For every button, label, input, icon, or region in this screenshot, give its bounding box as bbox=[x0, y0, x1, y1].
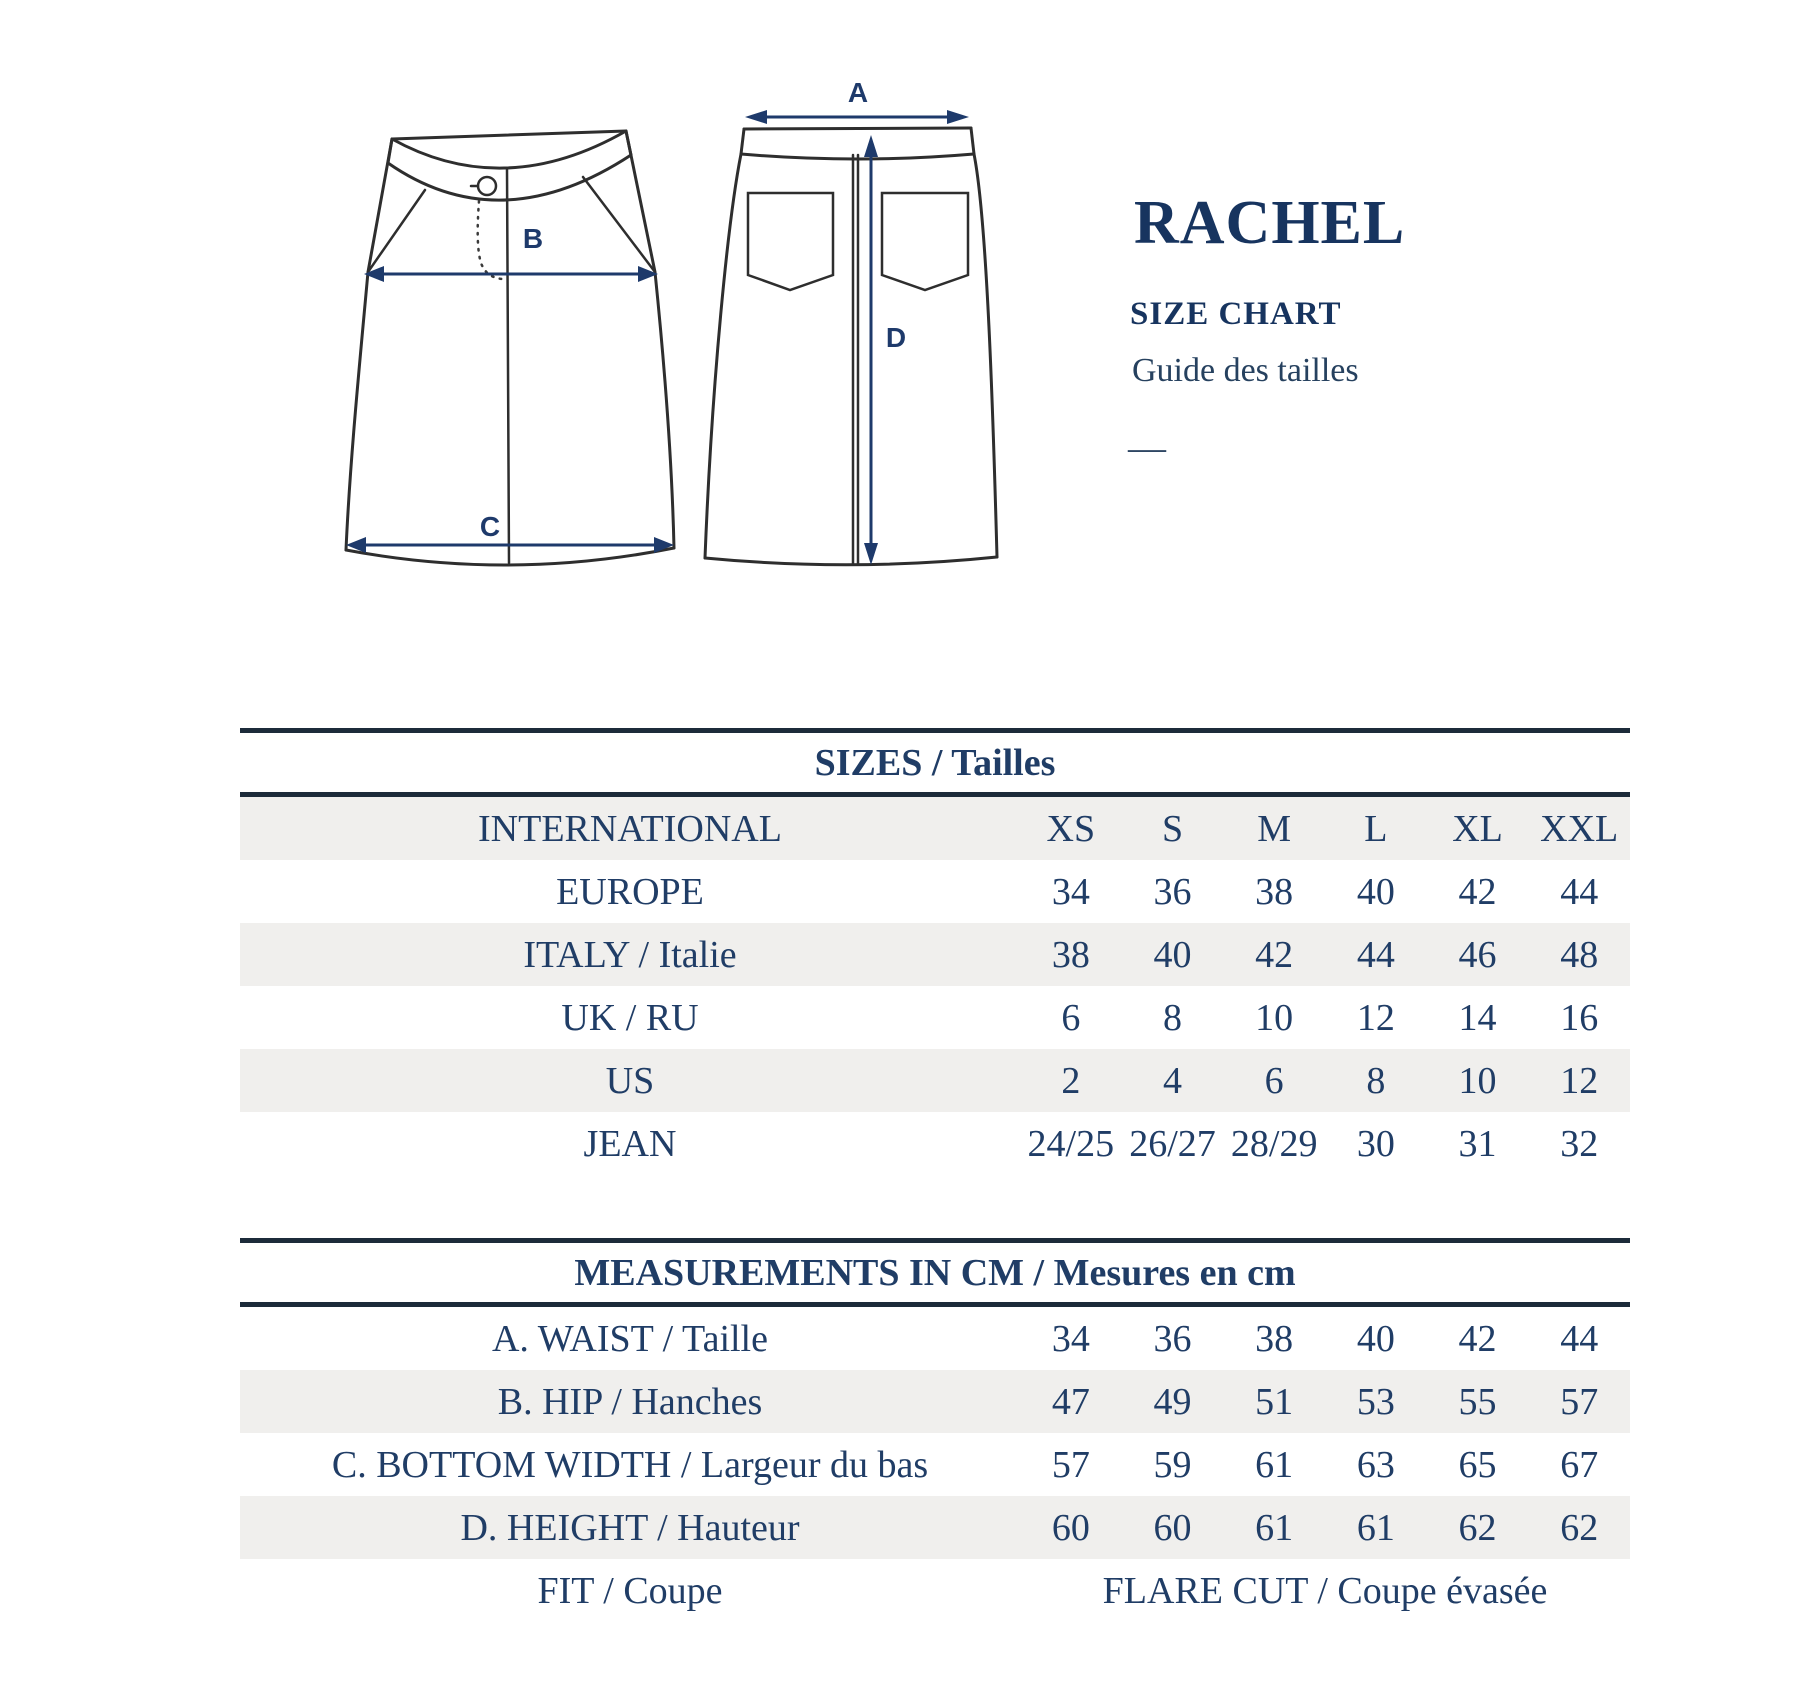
size-cell: M bbox=[1257, 807, 1292, 850]
back-left-pocket bbox=[748, 193, 833, 290]
table-row-fit bbox=[240, 1559, 1630, 1622]
size-cell: 38 bbox=[1051, 933, 1090, 976]
table-row-international bbox=[240, 797, 1630, 860]
waist-measure-arrow-a bbox=[745, 77, 969, 124]
size-cell: 36 bbox=[1153, 870, 1192, 913]
size-cell: 2 bbox=[1061, 1059, 1081, 1102]
size-cell: 16 bbox=[1560, 996, 1599, 1039]
row-label: US bbox=[605, 1059, 655, 1102]
size-cell: 34 bbox=[1051, 870, 1090, 913]
measure-cell: 60 bbox=[1153, 1506, 1192, 1549]
front-waistband-top-line bbox=[392, 131, 626, 139]
row-label: FIT / Coupe bbox=[537, 1569, 723, 1612]
size-cell: 10 bbox=[1255, 996, 1294, 1039]
table-row-bottom-width bbox=[240, 1433, 1630, 1496]
size-cell: 40 bbox=[1153, 933, 1192, 976]
measure-cell: 47 bbox=[1051, 1380, 1090, 1423]
measure-cell: 65 bbox=[1458, 1443, 1497, 1486]
hip-measure-arrow-b bbox=[364, 223, 658, 282]
size-cell: 46 bbox=[1458, 933, 1497, 976]
size-cell: S bbox=[1161, 807, 1184, 850]
row-label: C. BOTTOM WIDTH / Largeur du bas bbox=[331, 1443, 929, 1486]
row-label: INTERNATIONAL bbox=[478, 807, 782, 850]
table-row-height bbox=[240, 1496, 1630, 1559]
measure-cell: 67 bbox=[1560, 1443, 1599, 1486]
size-cell: 14 bbox=[1458, 996, 1497, 1039]
table-row-italy bbox=[240, 923, 1630, 986]
front-left-seam bbox=[346, 139, 392, 550]
back-waistband-top-line bbox=[744, 128, 971, 129]
back-hem bbox=[705, 557, 997, 565]
measure-label-d: D bbox=[885, 322, 907, 353]
back-waistband-left-edge bbox=[741, 129, 744, 154]
size-cell: 6 bbox=[1061, 996, 1081, 1039]
measure-label-c: C bbox=[479, 511, 501, 542]
table-row-waist bbox=[240, 1307, 1630, 1370]
measure-cell: 34 bbox=[1051, 1317, 1090, 1360]
measure-cell: 62 bbox=[1458, 1506, 1497, 1549]
sizes-table bbox=[240, 728, 1630, 1175]
row-label: B. HIP / Hanches bbox=[497, 1380, 763, 1423]
measure-cell: 57 bbox=[1051, 1443, 1090, 1486]
row-label: EUROPE bbox=[556, 870, 704, 913]
table-row-europe bbox=[240, 860, 1630, 923]
size-cell: 32 bbox=[1560, 1122, 1599, 1165]
measure-cell: 61 bbox=[1255, 1443, 1294, 1486]
row-label: JEAN bbox=[583, 1122, 677, 1165]
measure-cell: 60 bbox=[1051, 1506, 1090, 1549]
measure-cell: 63 bbox=[1356, 1443, 1395, 1486]
measure-cell: 44 bbox=[1560, 1317, 1599, 1360]
height-measure-arrow-d bbox=[864, 135, 906, 565]
measure-cell: 36 bbox=[1153, 1317, 1192, 1360]
measure-cell: 57 bbox=[1560, 1380, 1599, 1423]
size-cell: 40 bbox=[1356, 870, 1395, 913]
size-cell: XXL bbox=[1540, 807, 1619, 850]
measure-cell: 53 bbox=[1356, 1380, 1395, 1423]
measure-label-a: A bbox=[847, 77, 869, 108]
size-cell: 42 bbox=[1255, 933, 1294, 976]
front-right-seam bbox=[626, 131, 674, 548]
measurements-table bbox=[240, 1238, 1630, 1622]
table-row-uk bbox=[240, 986, 1630, 1049]
size-cell: 42 bbox=[1458, 870, 1497, 913]
measure-cell: 59 bbox=[1153, 1443, 1192, 1486]
size-cell: 12 bbox=[1356, 996, 1395, 1039]
size-cell: 8 bbox=[1366, 1059, 1386, 1102]
fit-value: FLARE CUT / Coupe évasée bbox=[1102, 1569, 1548, 1612]
fly-stitch-dotted-line bbox=[478, 201, 502, 279]
size-cell: 31 bbox=[1458, 1122, 1497, 1165]
back-right-seam bbox=[974, 154, 997, 557]
size-cell: 44 bbox=[1356, 933, 1395, 976]
measure-cell: 55 bbox=[1458, 1380, 1497, 1423]
measure-cell: 62 bbox=[1560, 1506, 1599, 1549]
size-cell: 26/27 bbox=[1129, 1122, 1216, 1165]
size-cell: 12 bbox=[1560, 1059, 1599, 1102]
table-row-jean bbox=[240, 1112, 1630, 1175]
measure-label-b: B bbox=[522, 223, 544, 254]
size-cell: 6 bbox=[1264, 1059, 1284, 1102]
row-label: UK / RU bbox=[561, 996, 699, 1039]
size-cell: 8 bbox=[1163, 996, 1182, 1039]
table-row-hip bbox=[240, 1370, 1630, 1433]
divider-dash: — bbox=[1128, 427, 1166, 469]
back-waistband-right-edge bbox=[971, 128, 974, 154]
size-cell: 10 bbox=[1458, 1059, 1497, 1102]
button-icon bbox=[478, 177, 496, 195]
size-cell: XL bbox=[1452, 807, 1503, 850]
size-cell: 30 bbox=[1356, 1122, 1395, 1165]
back-left-seam bbox=[705, 154, 741, 558]
measurements-table-title: MEASUREMENTS IN CM / Mesures en cm bbox=[574, 1251, 1296, 1294]
front-center-line bbox=[507, 169, 509, 563]
row-label: D. HEIGHT / Hauteur bbox=[460, 1506, 800, 1549]
measure-cell: 51 bbox=[1255, 1380, 1294, 1423]
measure-cell: 38 bbox=[1255, 1317, 1294, 1360]
size-cell: XS bbox=[1046, 807, 1096, 850]
size-cell: 38 bbox=[1255, 870, 1294, 913]
measure-cell: 49 bbox=[1153, 1380, 1192, 1423]
size-cell: 4 bbox=[1163, 1059, 1182, 1102]
skirt-back-diagram bbox=[690, 60, 1020, 590]
size-chart-heading-fr: Guide des tailles bbox=[1132, 352, 1359, 389]
size-cell: L bbox=[1364, 807, 1388, 850]
page-title: RACHEL bbox=[1134, 189, 1406, 257]
skirt-front-diagram bbox=[300, 60, 700, 590]
row-label: A. WAIST / Taille bbox=[491, 1317, 768, 1360]
back-right-pocket bbox=[882, 193, 968, 290]
measure-cell: 40 bbox=[1356, 1317, 1395, 1360]
size-cell: 48 bbox=[1560, 933, 1599, 976]
size-cell: 44 bbox=[1560, 870, 1599, 913]
size-chart-heading: SIZE CHART bbox=[1130, 296, 1342, 332]
size-cell: 24/25 bbox=[1027, 1122, 1115, 1165]
sizes-table-title: SIZES / Tailles bbox=[814, 741, 1056, 784]
table-row-us bbox=[240, 1049, 1630, 1112]
measure-cell: 61 bbox=[1255, 1506, 1294, 1549]
size-cell: 28/29 bbox=[1230, 1122, 1318, 1165]
measure-cell: 42 bbox=[1458, 1317, 1497, 1360]
row-label: ITALY / Italie bbox=[523, 933, 737, 976]
measure-cell: 61 bbox=[1356, 1506, 1395, 1549]
